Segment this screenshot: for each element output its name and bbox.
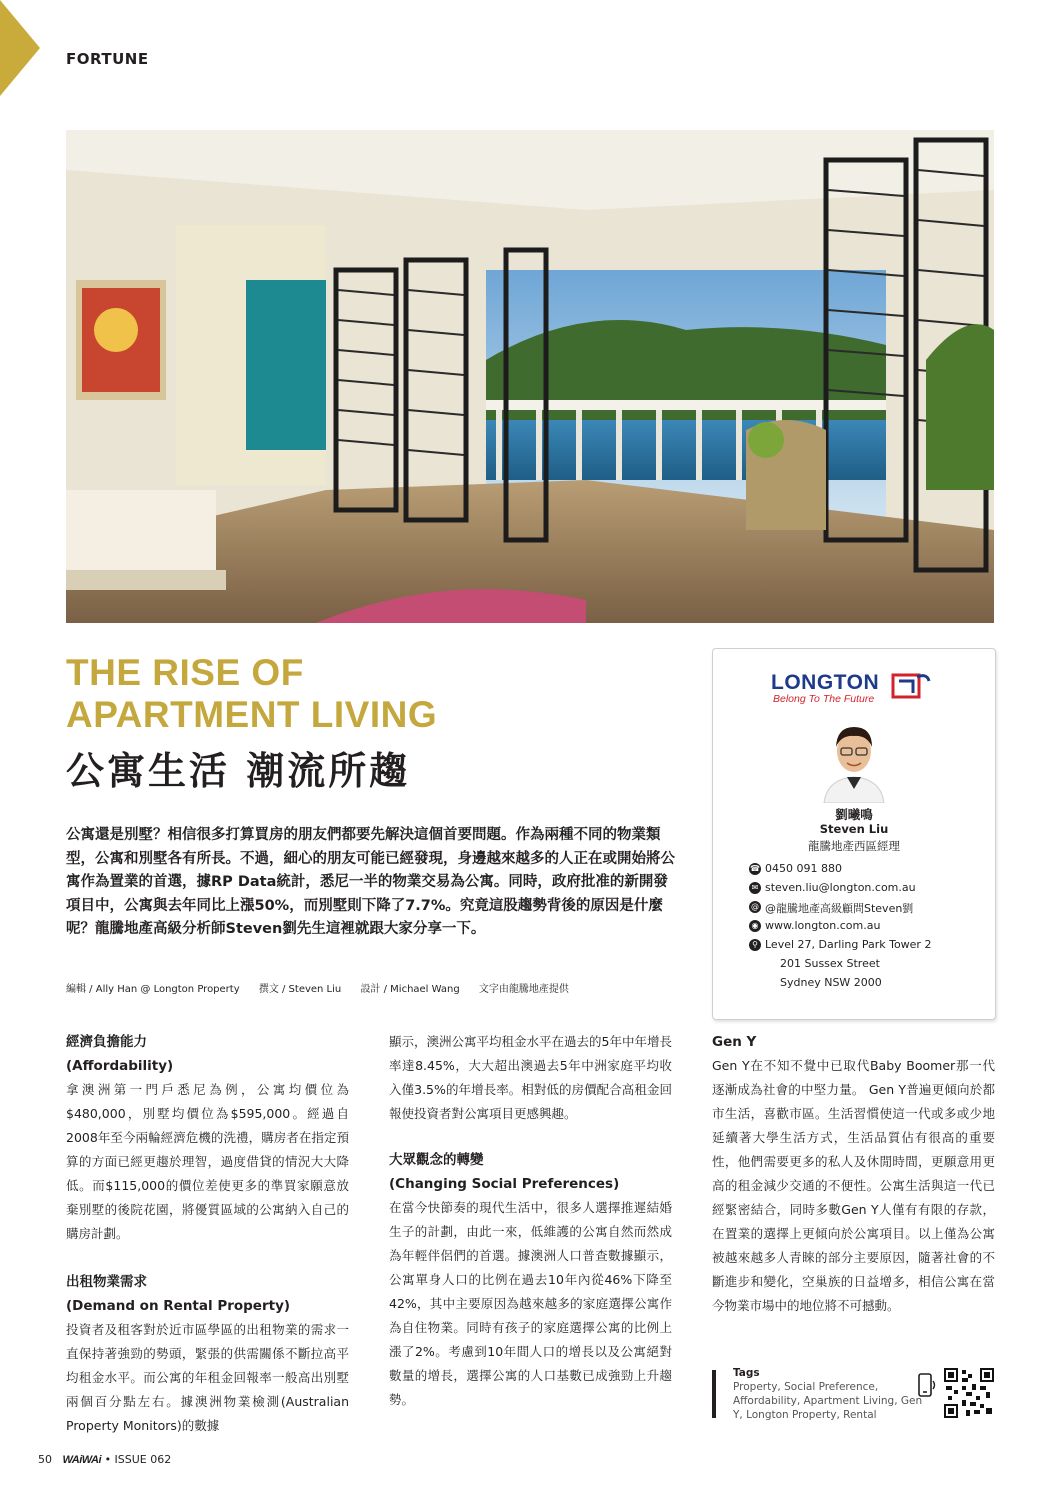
credit-design: 設計 / Michael Wang [360, 984, 460, 995]
credit-editor: 編輯 / Ally Han @ Longton Property [66, 984, 240, 995]
heading-rental-zh: 出租物業需求 [66, 1274, 147, 1290]
qr-code-icon[interactable] [944, 1368, 994, 1418]
website-text: www.longton.com.au [765, 919, 881, 932]
email-icon: ✉ [749, 882, 761, 894]
paragraph-rental-cont: 顯示，澳洲公寓平均租金水平在過去的5年中年增長率達8.45%，大大超出澳過去5年中洲家庭平均收入僅3.5%的年增長率。相對低的房價配合高租金回報使投資者對公寓項目更感興趣。 [389, 1034, 672, 1121]
column-2 [389, 1030, 672, 1412]
phone-text: 0450 091 880 [765, 862, 842, 875]
tags-text: Property, Social Preference, Affordability, Apartment Living, Gen Y, Longton Property, Rental [733, 1381, 923, 1421]
tags-bar [712, 1370, 716, 1418]
paragraph-geny: Gen Y在不知不覺中已取代Baby Boomer那一代逐漸成為社會的中堅力量。 Gen Y普遍更傾向於都市生活，喜歡市區。生活習慣使這一代或多或少地延續著大學生活方式，生活品質佔有很高的重要性，他們需要更多的私人及休閒時間，更願意用更高的租金減少交通的不便性。公寓生活與這一代已經緊密結合，同時多數Gen Y人僅有有限的存款，在置業的選擇上更傾向於公寓項目。以上僅為公寓被越來越多人青睞的部分主要原因，隨著社會的不斷進步和變化，空巢族的日益增多，相信公寓在當今物業市場中的地位將不可撼動。 [712, 1058, 995, 1313]
credit-writer: 撰文 / Steven Liu [258, 984, 342, 995]
tags-title: Tags [733, 1367, 760, 1379]
paragraph-affordability: 拿澳洲第一門戶悉尼為例，公寓均價位為$480,000，別墅均價位為$595,000。經過自2008年至今兩輪經濟危機的洗禮，購房者在指定預算的方面已經更趨於理智，過度借貸的情況大大降低。而$115,000的價位差使更多的準買家願意放棄別墅的後院花園，將優質區域的公寓納入自己的購房計劃。 [66, 1082, 349, 1241]
title-zh: 公寓生活 潮流所趨 [66, 749, 411, 793]
heading-affordability-en: (Affordability) [66, 1058, 174, 1074]
email-text: steven.liu@longton.com.au [765, 881, 916, 894]
title-en [66, 652, 437, 736]
person-name-en: Steven Liu [819, 822, 889, 836]
phone-icon: ☎ [750, 864, 760, 873]
location-pin-icon: ⚲ [749, 939, 761, 951]
credits [66, 980, 585, 995]
section-label: FORTUNE [66, 50, 149, 68]
avatar [819, 717, 889, 803]
weibo-text: @龍騰地產高級顧問Steven劉 [765, 902, 914, 915]
longton-logo-icon [891, 671, 931, 701]
heading-geny: Gen Y [712, 1034, 757, 1050]
longton-logo-text: LONGTON [771, 671, 880, 694]
hero-image [66, 130, 994, 623]
contact-website [751, 919, 881, 932]
contact-email [751, 881, 916, 894]
longton-logo-tagline: Belong To The Future [773, 693, 875, 705]
heading-social-en: (Changing Social Preferences) [389, 1176, 620, 1192]
magazine-brand: WAiWAi [62, 1454, 102, 1466]
issue-number: • ISSUE 062 [104, 1453, 172, 1466]
address-line2: 201 Sussex Street [780, 957, 880, 970]
paragraph-social: 在當今快節奏的現代生活中，很多人選擇推遲結婚生子的計劃，由此一來，低維護的公寓自然而然成為年輕伴侶們的首選。據澳洲人口普查數據顯示，公寓單身人口的比例在過去10年內從46%下降至42%，其中主要原因為越來越多的家庭選擇公寓作為自住物業。同時有孩子的家庭選擇公寓的比例上漲了2%。考慮到10年間人口的增長以及公寓絕對數量的增長，選擇公寓的人口基數已成強勁上升趨勢。 [389, 1200, 672, 1407]
footer [38, 1453, 171, 1466]
phone-scan-icon [913, 1372, 939, 1398]
profile-card [712, 648, 996, 1020]
contact-phone [750, 862, 842, 875]
contact-weibo [751, 900, 914, 916]
heading-affordability-zh: 經濟負擔能力 [66, 1034, 147, 1050]
title-en-line2: APARTMENT LIVING [66, 694, 438, 735]
contact-address [752, 938, 932, 951]
column-1 [66, 1030, 349, 1438]
heading-social-zh: 大眾觀念的轉變 [389, 1152, 484, 1168]
column-3 [712, 1030, 995, 1318]
corner-accent [0, 0, 40, 96]
paragraph-rental: 投資者及租客對於近市區學區的出租物業的需求一直保持著強勁的勢頭，緊張的供需關係不斷拉高平均租金水平。而公寓的年租金回報率一般高出別墅兩個百分點左右。據澳洲物業檢測(Australian Property Monitors)的數據 [66, 1322, 349, 1433]
weibo-icon: @ [751, 902, 759, 911]
person-role: 龍騰地產西區經理 [808, 839, 900, 853]
globe-icon: ◉ [749, 920, 761, 932]
address-line1: Level 27, Darling Park Tower 2 [765, 938, 932, 951]
credit-source: 文字由龍騰地產提供 [478, 984, 569, 995]
page-number: 50 [38, 1453, 52, 1466]
title-en-line1: THE RISE OF [66, 652, 304, 693]
address-line3: Sydney NSW 2000 [780, 976, 882, 989]
person-name-zh: 劉曦鳴 [835, 807, 873, 822]
intro-paragraph: 公寓還是別墅？相信很多打算買房的朋友們都要先解決這個首要問題。作為兩種不同的物業類型，公寓和別墅各有所長。不過，細心的朋友可能已經發現，身邊越來越多的人正在或開始將公寓作為置業的首選，據RP Data統計，悉尼一半的物業交易為公寓。同時，政府批准的新開發項目中，公寓與去年同比上漲50%，而別墅則下降了7.7%。究竟這股趨勢背後的原因是什麼呢？龍騰地產高級分析師Steven劉先生這裡就跟大家分享一下。 [66, 827, 675, 937]
heading-rental-en: (Demand on Rental Property) [66, 1298, 291, 1314]
